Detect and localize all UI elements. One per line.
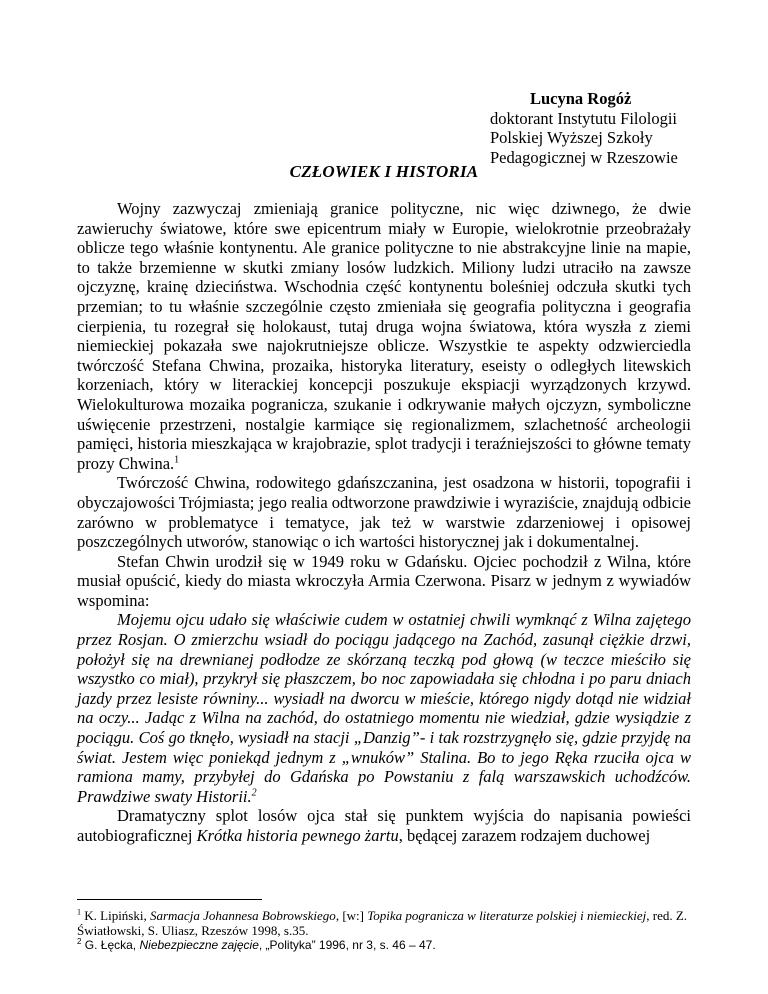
footnote-1-text-c: , red. Z. Światłowski, S. Uliasz, Rzeszów 1998, s.35.: [77, 908, 688, 938]
footnote-1-title-1: Sarmacja Johannesa Bobrowskiego: [149, 908, 336, 923]
paragraph-1-text: Wojny zazwyczaj zmieniają granice polityczne, nic więc dziwnego, że dwie zawieruchy światowe, które swe epicentrum miały w Europie, wielokrotnie przeobrażały oblicze tego właśnie kontynentu. Ale granice polityczne to nie abstrakcyjne linie na mapie, to także brzemienne w skutki zmiany losów ludzkich. Miliony ludzi utraciło na zawsze ojczyznę, krainę dzieciństwa. Wschodnia część kontynentu boleśniej odczuła skutki tych przemian; to tu właśnie szczególnie często zmieniała się geografia polityczna i geografia cierpienia, tu rozegrał się holokaust, tutaj druga wojna światowa, która wyszła z ziemi niemieckiej pokazała swe najokrutniejsze oblicze. Wszystkie te aspekty odzwierciedla twórczość Stefana Chwina, prozaika, historyka literatury, eseisty o odległych litewskich korzeniach, który w literackiej koncepcji poszukuje ekspiacji wyrządzonych krzywd. Wielokulturowa mozaika pogranicza, szukanie i odkrywanie małych ojczyzn, symboliczne uświęcenie przestrzeni, nostalgie karmiące się regionalizmem, szlachetność archeologii pamięci, historia mieszkająca w krajobrazie, splot tradycji i teraźniejszości to główne tematy prozy Chwina.: [77, 199, 691, 473]
paragraph-3: Stefan Chwin urodził się w 1949 roku w Gdańsku. Ojciec pochodził z Wilna, które musiał opuścić, kiedy do miasta wkroczyła Armia Czerwona. Pisarz w jednym z wywiadów wspomina:: [77, 551, 691, 610]
footnote-1-number: 1: [77, 907, 81, 917]
article-body: [77, 199, 691, 846]
paragraph-2: Twórczość Chwina, rodowitego gdańszczanina, jest osadzona w historii, topografii i obyczajowości Trójmiasta; jego realia odtworzone prawdziwie i wyraziście, znajdują odbicie zarówno w problematyce i tematyce, jak też w warstwie zdarzeniowej i opisowej poszczególnych utworów, stanowiąc o ich wartości historycznej jak i dokumentalnej.: [77, 473, 691, 552]
author-name: Lucyna Rogóż: [530, 89, 632, 108]
affiliation-line-2: Polskiej Wyższej Szkoły: [490, 128, 653, 147]
paragraph-4: [77, 806, 691, 845]
footnote-ref-1: 1: [174, 454, 180, 466]
footnote-separator: [77, 899, 262, 900]
quote-text: Mojemu ojcu udało się właściwie cudem w ostatniej chwili wymknąć z Wilna zajętego przez Rosjan. O zmierzchu wsiadł do pociągu jadącego na Zachód, zasunął ciężkie drzwi, położył się na drewnianej podłodze ze skórzaną teczką pod głową (w teczce mieściło się wszystko co miał), przykrył się płaszczem, bo noc zapowiadała się chłodna i po paru dniach jazdy przez lesiste równiny... wysiadł na dworcu w mieście, którego nigdy dotąd nie widział na oczy... Jadąc z Wilna na zachód, do ostatniego momentu nie wiedział, gdzie wysiądzie z pociągu. Coś go tknęło, wysiadł na stacji „Danzig”- i tak rozstrzygnęło się, gdzie przyjdę na świat. Jestem więc poniekąd jednym z „wnuków” Stalina. Bo to jego Ręka rzuciła ojca w ramiona mamy, przybyłej do Gdańska po Powstaniu z falą warszawskich uchodźców. Prawdziwe swaty Historii.: [77, 610, 691, 806]
author-block: [490, 89, 678, 167]
affiliation-line-1: doktorant Instytutu Filologii: [490, 108, 678, 128]
quote-paragraph: [77, 610, 691, 806]
footnote-2: [77, 938, 691, 953]
paragraph-1: [77, 199, 691, 473]
footnote-1-text-a: K. Lipiński,: [81, 908, 150, 923]
footnote-2-number: 2: [77, 937, 82, 946]
article-title: CZŁOWIEK I HISTORIA: [289, 162, 479, 181]
footnote-2-title: Niebezpieczne zajęcie: [139, 938, 259, 952]
footnote-1: [77, 909, 691, 938]
footnote-1-title-2: Topika pogranicza w literaturze polskiej i niemieckiej: [367, 908, 647, 923]
paragraph-4-text-b: , będącej zarazem rodzajem duchowej: [398, 826, 651, 845]
footnote-2-text-a: G. Łęcka,: [81, 938, 140, 952]
affiliation-line-3: Pedagogicznej w Rzeszowie: [490, 147, 678, 167]
footnote-ref-2: 2: [251, 787, 257, 799]
footnotes: [77, 909, 691, 953]
footnote-2-text-b: , „Polityka” 1996, nr 3, s. 46 – 47.: [258, 938, 436, 952]
book-title: Krótka historia pewnego żartu: [196, 826, 399, 845]
footnote-1-text-b: , [w:]: [335, 908, 368, 923]
paragraph-4-text-a: Dramatyczny splot losów ojca stał się punktem wyjścia do napisania powieści autobiograficznej: [77, 806, 691, 845]
